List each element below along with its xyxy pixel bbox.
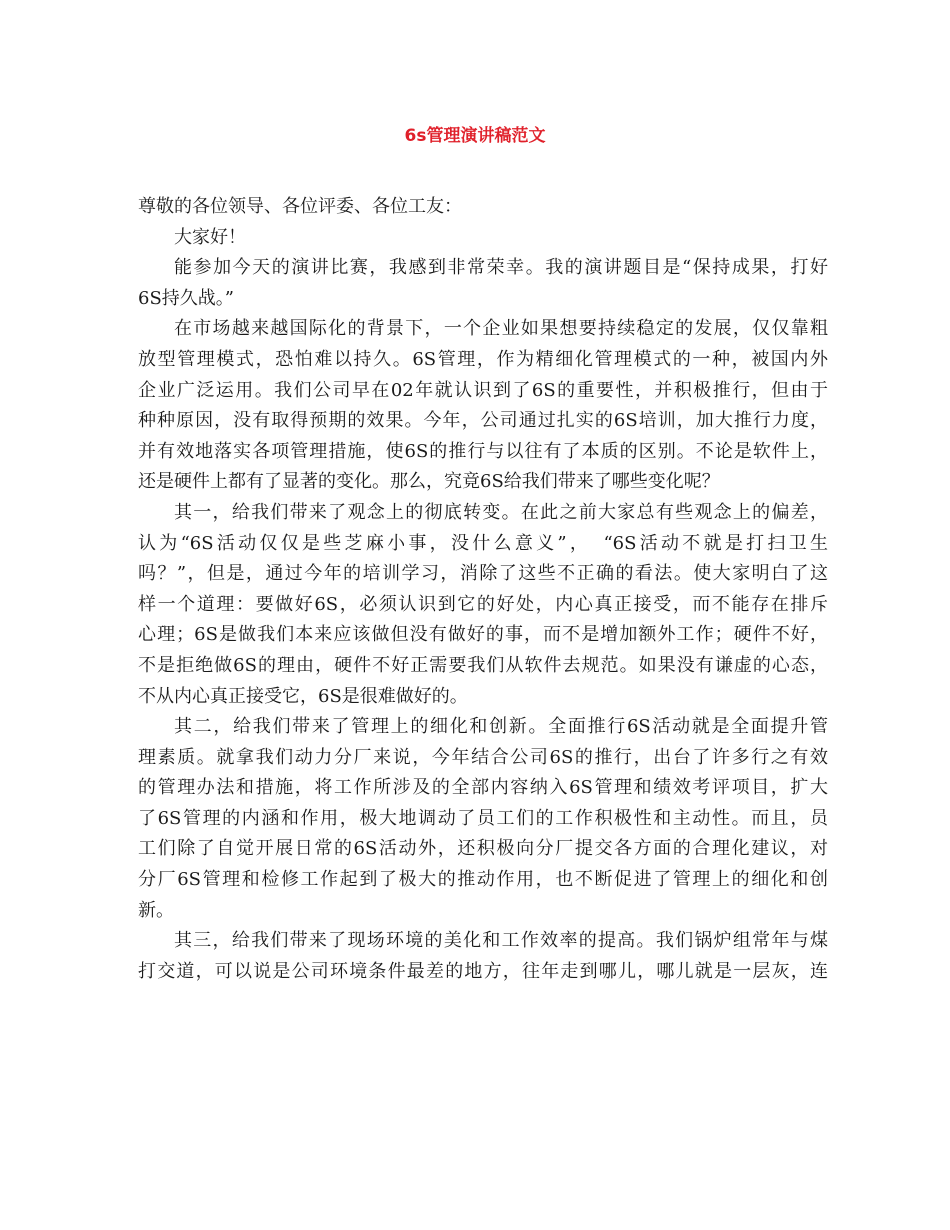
text-line: 还是硬件上都有了显著的变化。那么，究竟6S给我们带来了哪些变化呢？ [138,471,720,493]
text-line: 样一个道理：要做好6S，必须认识到它的好处，内心真正接受，而不能存在排斥 [138,593,828,615]
text-line: 工们除了自觉开展日常的6S活动外，还积极向分厂提交各方面的合理化建议，对 [138,838,828,860]
text-line: 新。 [138,899,174,921]
text-line: 吗？”，但是，通过今年的培训学习，消除了这些不正确的看法。使大家明白了这 [138,563,828,585]
text-line: 其二，给我们带来了管理上的细化和创新。全面推行6S活动就是全面提升管 [174,716,828,738]
text-line: 能参加今天的演讲比赛，我感到非常荣幸。我的演讲题目是“保持成果，打好 [174,257,828,279]
text-line: 打交道，可以说是公司环境条件最差的地方，往年走到哪儿，哪儿就是一层灰，连 [138,960,828,982]
text-line: 6S持久战。” [138,287,234,309]
text-line: 了6S管理的内涵和作用，极大地调动了员工们的工作积极性和主动性。而且，员 [138,807,828,829]
text-line: 其一，给我们带来了观念上的彻底转变。在此之前大家总有些观念上的偏差， [174,501,828,523]
text-line: 的管理办法和措施，将工作所涉及的全部内容纳入6S管理和绩效考评项目，扩大 [138,777,828,799]
document-body [138,192,828,987]
text-line: 不是拒绝做6S的理由，硬件不好正需要我们从软件去规范。如果没有谦虚的心态， [138,654,828,676]
text-line: 不从内心真正接受它，6S是很难做好的。 [138,685,468,707]
text-line: 心理；6S是做我们本来应该做但没有做好的事，而不是增加额外工作；硬件不好， [138,624,828,646]
text-line: 放型管理模式，恐怕难以持久。6S管理，作为精细化管理模式的一种，被国内外 [138,348,828,370]
text-line: 并有效地落实各项管理措施，使6S的推行与以往有了本质的区别。不论是软件上， [138,440,828,462]
text-line: 其三，给我们带来了现场环境的美化和工作效率的提高。我们锅炉组常年与煤 [174,930,828,952]
text-line: 分厂6S管理和检修工作起到了极大的推动作用，也不断促进了管理上的细化和创 [138,869,828,891]
text-line: 认为“6S活动仅仅是些芝麻小事，没什么意义”， “6S活动不就是打扫卫生 [138,532,828,554]
text-line: 企业广泛运用。我们公司早在02年就认识到了6S的重要性，并积极推行，但由于 [138,379,828,401]
document-title: 6s管理演讲稿范文 [404,126,546,146]
text-line: 理素质。就拿我们动力分厂来说，今年结合公司6S的推行，出台了许多行之有效 [138,746,828,768]
text-line: 种种原因，没有取得预期的效果。今年，公司通过扎实的6S培训，加大推行力度， [138,410,828,432]
text-line: 尊敬的各位领导、各位评委、各位工友： [138,196,462,217]
text-line: 在市场越来越国际化的背景下，一个企业如果想要持续稳定的发展，仅仅靠粗 [174,318,828,340]
text-line: 大家好！ [174,226,246,248]
